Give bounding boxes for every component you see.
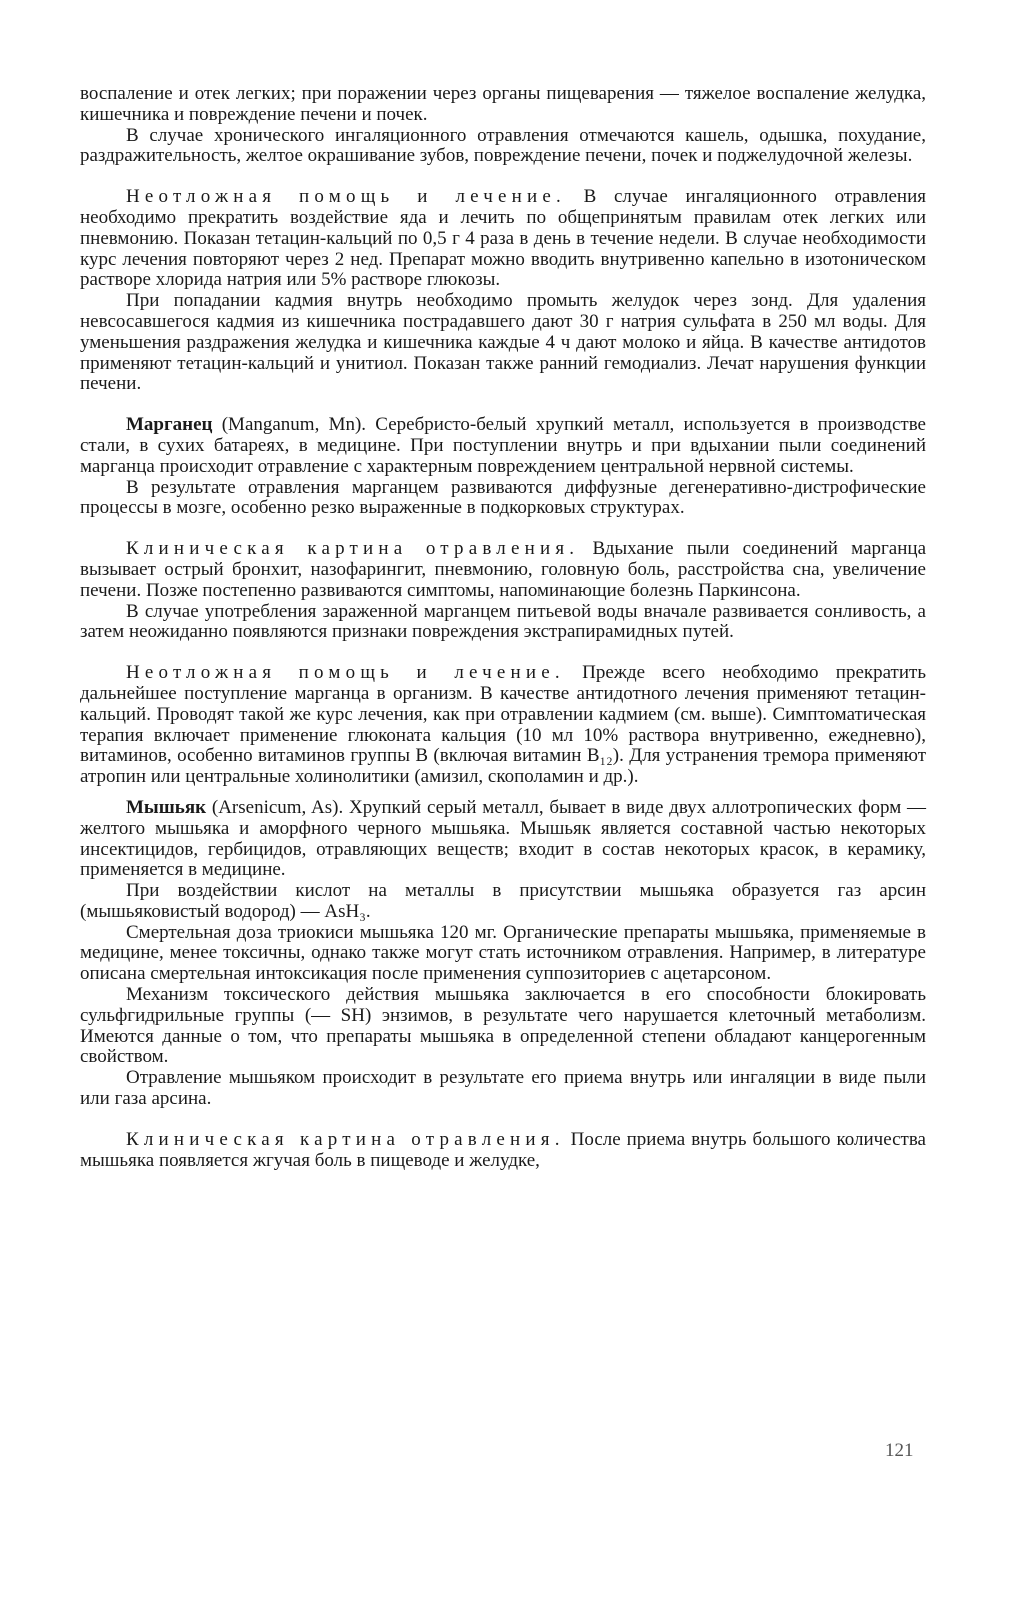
- element-heading: Марганец: [126, 414, 213, 436]
- paragraph: Смертельная доза триокиси мышьяка 120 мг. Органические препараты мышьяка, применяемые в медицине, менее токсичны, однако также могут стать источником отравления. Например, в литературе описана смертельная интоксикация после применения суппозиториев с ацетарсоном.: [80, 921, 926, 985]
- paragraph: Отравление мышьяком происходит в результате его приема внутрь или ингаляции в виде пыли или газа арсина.: [80, 1067, 926, 1110]
- element-heading: Мышьяк: [126, 796, 207, 818]
- paragraph: воспаление и отек легких; при поражении через органы пищеварения — тяжелое воспаление желудка, кишечника и повреждение печени и почек.: [80, 83, 926, 125]
- paragraph: Мышьяк (Arsenicum, As). Хрупкий серый металл, бывает в виде двух аллотропических форм — желтого мышьяка и аморфного черного мышьяка. Мышьяк является составной частью некоторых инсектицидов, гербицидов, отравляющих веществ; входит в состав некоторых красок, в керамику, применяется в медицине.: [80, 796, 926, 881]
- paragraph: При попадании кадмия внутрь необходимо промыть желудок через зонд. Для удаления невсосавшегося кадмия из кишечника пострадавшего дают 30 г натрия сульфата в 250 мл воды. Для уменьшения раздражения желудка и кишечника каждые 4 ч дают молоко и яйца. В качестве антидотов применяют тетацин-кальций и унитиол. Показан также ранний гемодиализ. Лечат нарушения функции печени.: [80, 290, 926, 395]
- paragraph: Неотложная помощь и лечение. В случае ингаляционного отравления необходимо прекратить воздействие яда и лечить по общепринятым правилам отек легких или пневмонию. Показан тетацин-кальций по 0,5 г 4 раза в день в течение недели. В случае необходимости курс лечения повторяют через 2 нед. Препарат можно вводить внутривенно капельно в изотоническом растворе хлорида натрия или 5% растворе глюкозы.: [80, 186, 926, 291]
- paragraph: Марганец (Manganum, Mn). Серебристо-белый хрупкий металл, используется в производстве стали, в сухих батареях, в медицине. При поступлении внутрь и при вдыхании пыли соединений марганца происходит отравление с характерным повреждением центральной нервной системы.: [80, 414, 926, 477]
- section-heading: Клиническая картина отравления.: [126, 1128, 565, 1150]
- paragraph: Клиническая картина отравления. Вдыхание пыли соединений марганца вызывает острый бронхит, назофарингит, пневмонию, головную боль, расстройства сна, увеличение печени. Позже постепенно развиваются симптомы, напоминающие болезнь Паркинсона.: [80, 538, 927, 601]
- paragraph: При воздействии кислот на металлы в присутствии мышьяка образуется газ арсин (мышьяковистый водород) — AsH₃.: [80, 880, 926, 922]
- paragraph: В случае употребления зараженной марганцем питьевой воды вначале развивается сонливость, а затем неожиданно появляются признаки повреждения экстрапирамидных путей.: [80, 600, 926, 643]
- section-heading: Неотложная помощь и лечение.: [126, 662, 565, 684]
- paragraph: В результате отравления марганцем развиваются диффузные дегенеративно-дистрофические процессы в мозге, особенно резко выраженные в подкорковых структурах.: [80, 476, 926, 519]
- page-body: [80, 84, 926, 1171]
- paragraph: Механизм токсического действия мышьяка заключается в его способности блокировать сульфгидрильные группы (— SH) энзимов, в результате чего нарушается клеточный метаболизм. Имеются данные о том, что препараты мышьяка в определенной степени обладают канцерогенным свойством.: [80, 984, 926, 1068]
- paragraph: Неотложная помощь и лечение. Прежде всего необходимо прекратить дальнейшее поступление марганца в организм. В качестве антидотного лечения применяют тетацин-кальций. Проводят такой же курс лечения, как при отравлении кадмием (см. выше). Симптоматическая терапия включает применение глюконата кальция (10 мл 10% раствора внутривенно, ежедневно), витаминов, особенно витаминов группы В (включая витамин B₁₂). Для устранения тремора применяют атропин или центральные холинолитики (амизил, скополамин и др.).: [80, 662, 926, 788]
- paragraph: Клиническая картина отравления. После приема внутрь большого количества мышьяка появляется жгучая боль в пищеводе и желудке,: [80, 1128, 926, 1171]
- section-heading: Клиническая картина отравления.: [126, 538, 580, 560]
- page-number: 121: [885, 1440, 914, 1461]
- section-heading: Неотложная помощь и лечение.: [126, 186, 567, 208]
- paragraph: В случае хронического ингаляционного отравления отмечаются кашель, одышка, похудание, раздражительность, желтое окрашивание зубов, повреждение печени, почек и поджелудочной железы.: [80, 124, 926, 167]
